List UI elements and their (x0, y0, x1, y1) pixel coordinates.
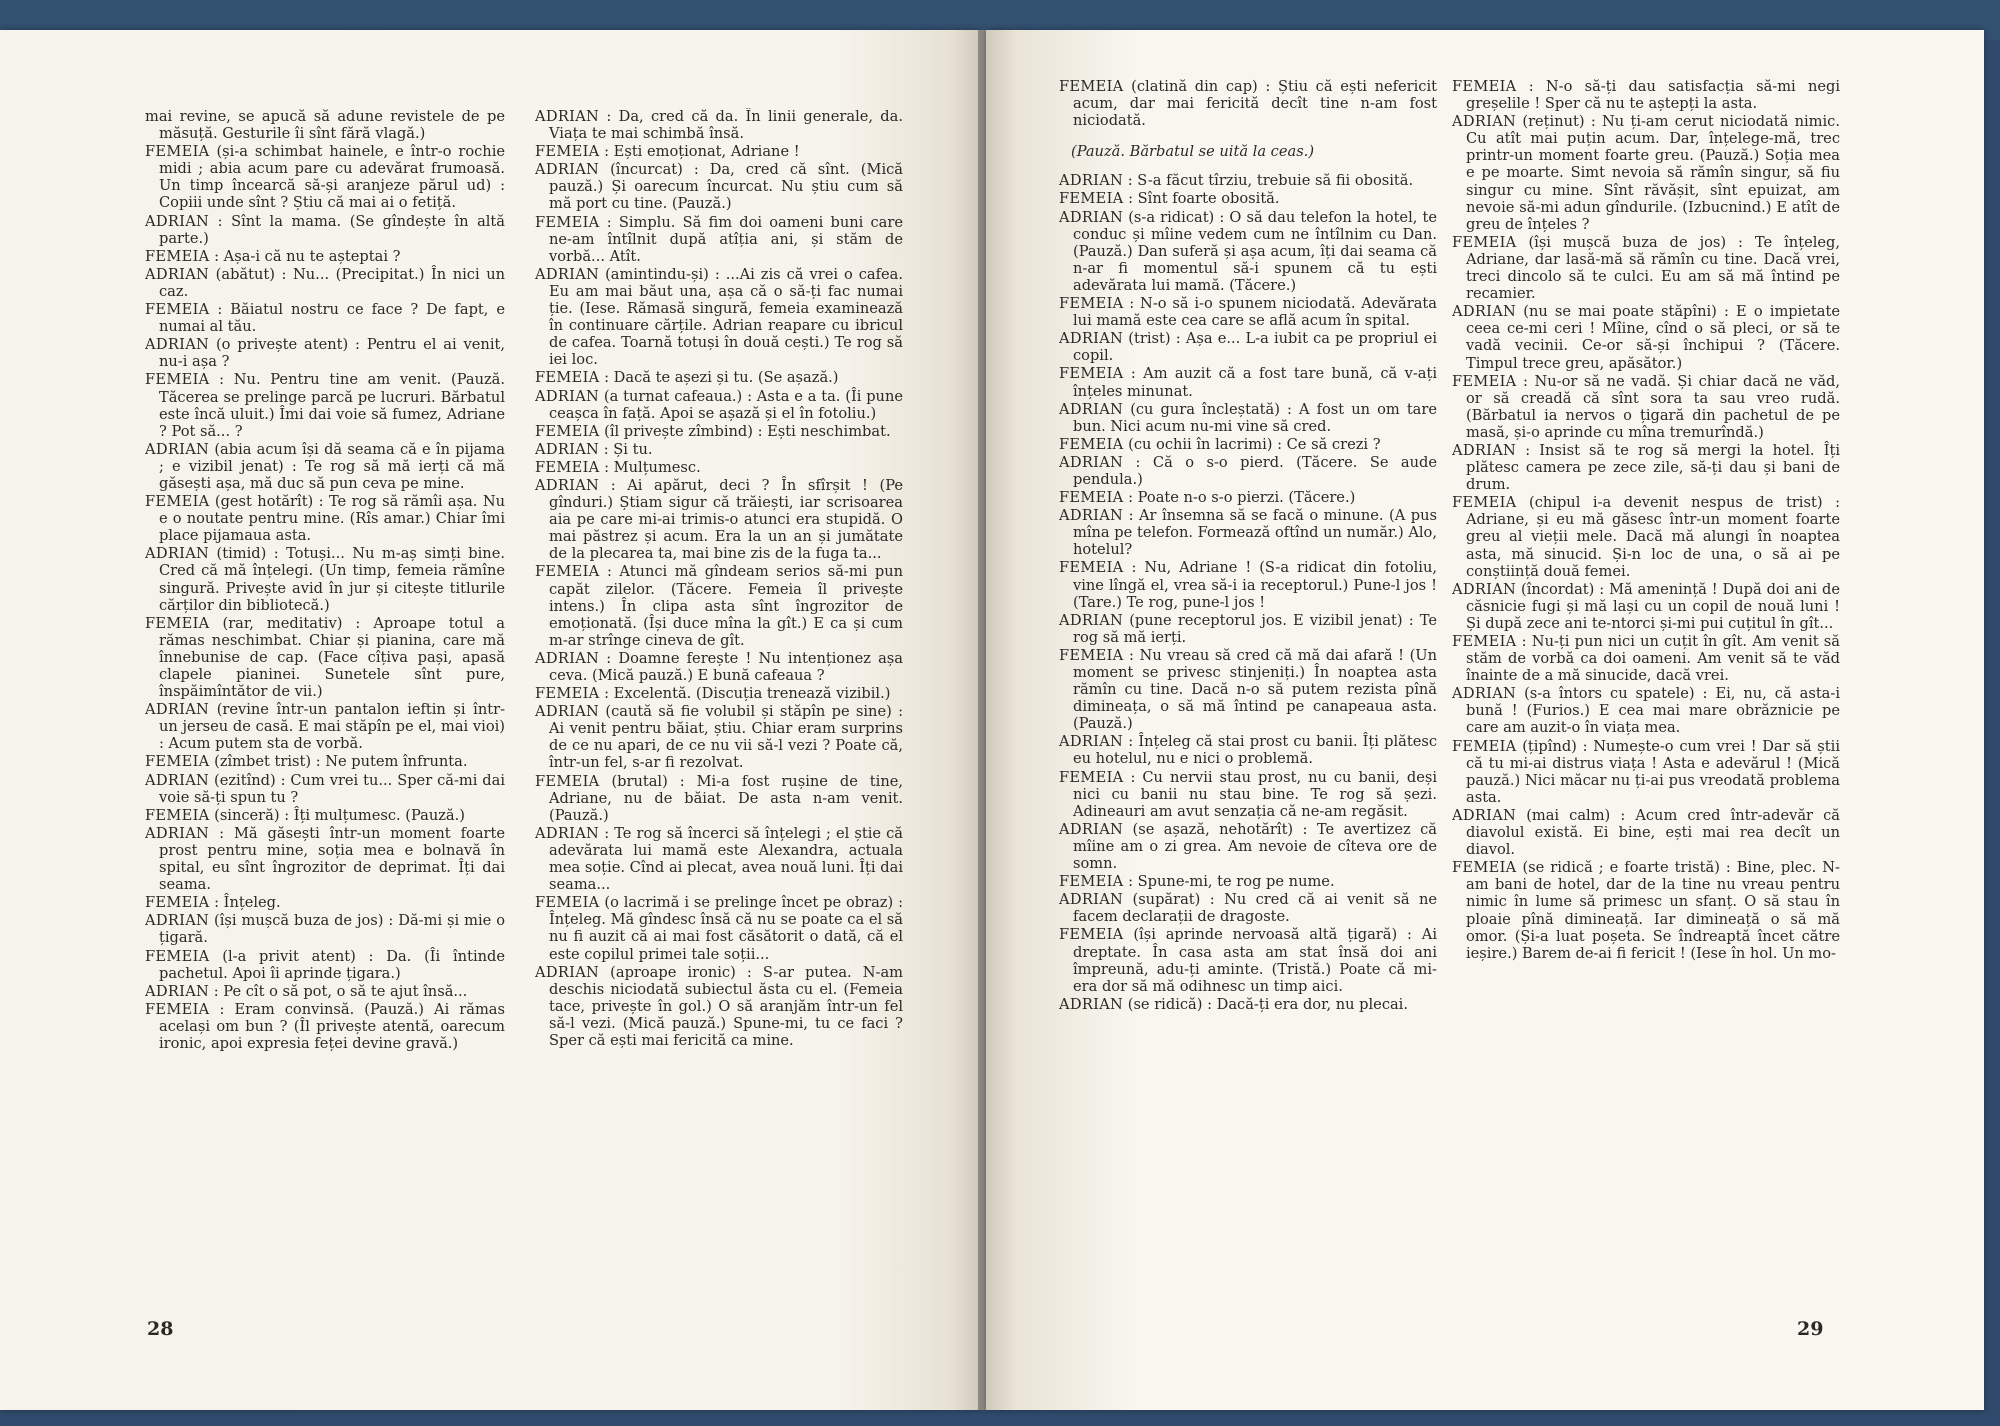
dialogue-line (145, 948, 505, 982)
speaker-name: ADRIAN (1452, 113, 1517, 131)
dialogue-line (1059, 401, 1437, 435)
dialogue-text: : Nu-ți pun nici un cuțit în gît. Am venit să stăm de vorbă ca doi oameni. Am venit să te văd înainte de a mă sinucide, dacă vrei. (1466, 633, 1840, 685)
dialogue-text: : Nu-or să ne vadă. Și chiar dacă ne văd, or să creadă că sînt sora ta sau vreo rudă. (Bărbatul ia nervos o țigară din pachetul de pe masă, și-o aprinde cu mîna tremurîndă.) (1466, 372, 1840, 441)
dialogue-line (145, 825, 505, 893)
dialogue-line (535, 650, 903, 684)
dialogue-text: (clatină din cap) : Știu că ești nefericit acum, dar mai fericită decît tine n-am fost niciodată. (1073, 78, 1437, 130)
dialogue-line (535, 266, 903, 369)
dialogue-line (145, 983, 505, 1000)
dialogue-text: : Ești emoționat, Adriane ! (599, 143, 800, 161)
speaker-name: ADRIAN (1059, 453, 1124, 471)
speaker-name: ADRIAN (1059, 172, 1124, 190)
dialogue-line (145, 807, 505, 824)
speaker-name: FEMEIA (535, 458, 600, 476)
dialogue-text: : Cu nervii stau prost, nu cu banii, deși nici cu banii nu stau bine. Te rog să șezi. Adineauri am avut senzația că ne-am regăsit. (1073, 768, 1437, 820)
dialogue-line (535, 459, 903, 476)
speaker-name: FEMEIA (145, 753, 210, 771)
dialogue-text: (sinceră) : Îți mulțumesc. (Pauză.) (209, 806, 465, 824)
dialogue-text: : S-a făcut tîrziu, trebuie să fii obosită. (1123, 172, 1414, 190)
speaker-name: FEMEIA (1059, 559, 1124, 577)
stage-direction: (Pauză. Bărbatul se uită la ceas.) (1071, 143, 1315, 161)
dialogue-line (1059, 172, 1437, 189)
speaker-name: FEMEIA (1059, 489, 1124, 507)
dialogue-line (145, 336, 505, 370)
speaker-name: FEMEIA (535, 894, 600, 912)
page-number-right: 29 (1797, 1318, 1824, 1340)
dialogue-text: : Ai apărut, deci ? În sfîrșit ! (Pe gînduri.) Știam sigur că trăiești, iar scrisoarea aia pe care mi-ai trimis-o atunci era stupidă. O mai păstrez și acum. Era la un an și jumătate de la plecarea ta, mai bine zis de la fuga ta... (549, 476, 903, 563)
speaker-name: FEMEIA (145, 1000, 210, 1018)
speaker-name: FEMEIA (535, 685, 600, 703)
dialogue-line (1059, 873, 1437, 890)
dialogue-line (145, 1001, 505, 1052)
dialogue-line (145, 143, 505, 211)
dialogue-text: (țipînd) : Numește-o cum vrei ! Dar să știi că tu mi-ai distrus viața ! Asta e adevărul ! (Mică pauză.) Nici măcar nu ți-ai pus vreodată problema asta. (1466, 737, 1840, 806)
speaker-name: FEMEIA (535, 369, 600, 387)
dialogue-line (1059, 330, 1437, 364)
dialogue-line (1452, 494, 1840, 579)
speaker-name: ADRIAN (145, 771, 210, 789)
dialogue-text: : Sînt foarte obosită. (1123, 190, 1280, 208)
dialogue-line (535, 703, 903, 771)
dialogue-text: (revine într-un pantalon ieftin și într-un jerseu de casă. E mai stăpîn pe el, mai vioi) : Acum putem sta de vorbă. (159, 701, 505, 753)
speaker-name: FEMEIA (1059, 873, 1124, 891)
left-page-column-2 (535, 108, 903, 1308)
speaker-name: FEMEIA (145, 947, 210, 965)
dialogue-text: (și-a schimbat hainele, e într-o rochie midi ; abia acum pare cu adevărat frumoasă. Un timp încearcă să-și aranjeze părul ud) : Copiii unde sînt ? Știu că mai ai o fetiță. (159, 143, 505, 212)
dialogue-line (1059, 996, 1437, 1013)
dialogue-line (145, 701, 505, 752)
speaker-name: ADRIAN (145, 912, 210, 930)
dialogue-text: : Ar însemna să se facă o minune. (A pus mîna pe telefon. Formează oftînd un număr.) Alo, hotelul? (1073, 507, 1437, 559)
dialogue-text: (caută să fie volubil și stăpîn pe sine) : Ai venit pentru băiat, știu. Chiar eram surprins de ce nu apari, de ce nu vii să-l vezi ? Poate că, într-un fel, s-ar fi rezolvat. (549, 703, 903, 772)
dialogue-text: : Și tu. (599, 440, 653, 458)
dialogue-text: (încordat) : Mă amenință ! După doi ani de căsnicie fugi și mă lași cu un copil de nouă luni ! Și după zece ani te-ntorci și-mi pui cuțitul în gît... (1466, 580, 1840, 632)
dialogue-line (1059, 647, 1437, 732)
speaker-name: ADRIAN (1059, 733, 1124, 751)
speaker-name: FEMEIA (1059, 926, 1124, 944)
dialogue-line (1452, 373, 1840, 441)
speaker-name: ADRIAN (145, 336, 210, 354)
dialogue-line (145, 894, 505, 911)
dialogue-text: : Sînt la mama. (Se gîndește în altă parte.) (159, 212, 505, 247)
dialogue-line (1452, 234, 1840, 302)
dialogue-line (145, 266, 505, 300)
dialogue-text: (reținut) : Nu ți-am cerut niciodată nimic. Cu atît mai puțin acum. Dar, înțelege-mă, trec printr-un moment foarte greu. (Pauză.) Soția mea e pe moarte. Simt nevoia să rămîn singur, să fiu singur cu mine. Sînt răvășit, sînt epuizat, am nevoie să-mi adun gîndurile. (Izbucnind.) E atît de greu de înțeles ? (1466, 113, 1840, 233)
speaker-name: ADRIAN (1059, 208, 1124, 226)
speaker-name: ADRIAN (145, 982, 210, 1000)
dialogue-text: (cu gura încleștată) : A fost un om tare bun. Nici acum nu-mi vine să cred. (1073, 400, 1437, 435)
speaker-name: ADRIAN (1452, 685, 1517, 703)
speaker-name: ADRIAN (1059, 507, 1124, 525)
dialogue-text: (își aprinde nervoasă altă țigară) : Ai dreptate. În casa asta am stat însă doi ani împreună, adu-ți aminte. (Tristă.) Poate că mi-era dor să mă odihnesc un timp aici. (1073, 926, 1437, 995)
dialogue-line (535, 388, 903, 422)
speaker-name: ADRIAN (145, 265, 210, 283)
speaker-name: FEMEIA (1059, 646, 1124, 664)
dialogue-line (145, 108, 505, 142)
speaker-name: FEMEIA (1452, 78, 1517, 95)
dialogue-text: : Am auzit că a fost tare bună, că v-ați înțeles minunat. (1073, 365, 1437, 400)
dialogue-text: (s-a ridicat) : O să dau telefon la hotel, te conduc și mîine vedem cum ne întîlnim cu Dan. (Pauză.) Dan suferă și așa acum, îți dai seama că n-ar fi momentul să-i spunem că tu ești adevărata lui mamă. (Tăcere.) (1073, 208, 1437, 294)
dialogue-text: : Așa-i că nu te așteptai ? (209, 247, 401, 265)
dialogue-text: (o lacrimă i se prelinge încet pe obraz) : Înțeleg. Mă gîndesc însă că nu se poate ca el să nu fi auzit că ai mai fost căsătorit o dată, că el este copilul primei tale soții... (549, 894, 903, 963)
speaker-name: FEMEIA (1059, 435, 1124, 453)
speaker-name: ADRIAN (1452, 580, 1517, 598)
speaker-name: ADRIAN (1452, 806, 1517, 824)
dialogue-line (145, 912, 505, 946)
dialogue-text: (ezitînd) : Cum vrei tu... Sper că-mi dai voie să-ți spun tu ? (159, 771, 505, 806)
dialogue-line (1452, 633, 1840, 684)
speaker-name: ADRIAN (535, 963, 600, 981)
right-page-column-1 (1059, 78, 1437, 1278)
dialogue-line (535, 214, 903, 265)
dialogue-line (535, 423, 903, 440)
dialogue-line (1059, 454, 1437, 488)
dialogue-text: (aproape ironic) : S-ar putea. N-am deschis niciodată subiectul ăsta cu el. (Femeia tace, privește în gol.) O să aranjăm într-un fel să-l vezi. (Mică pauză.) Spune-mi, tu ce faci ? Sper că ești mai fericită ca mine. (549, 963, 903, 1049)
dialogue-text: (trist) : Așa e... L-a iubit ca pe propriul ei copil. (1073, 330, 1437, 365)
speaker-name: FEMEIA (145, 301, 210, 319)
dialogue-text: (abătut) : Nu... (Precipitat.) În nici un caz. (159, 265, 505, 300)
dialogue-line (1059, 733, 1437, 767)
dialogue-line (1059, 190, 1437, 207)
speaker-name: FEMEIA (1452, 372, 1517, 390)
speaker-name: ADRIAN (1059, 995, 1124, 1013)
dialogue-line (145, 248, 505, 265)
speaker-name: FEMEIA (1059, 295, 1124, 313)
speaker-name: FEMEIA (1059, 190, 1124, 208)
dialogue-line (535, 369, 903, 386)
speaker-name: FEMEIA (1452, 859, 1517, 877)
speaker-name: FEMEIA (1059, 768, 1124, 786)
speaker-name: ADRIAN (145, 824, 210, 842)
speaker-name: FEMEIA (535, 213, 600, 231)
dialogue-text: : Atunci mă gîndeam serios să-mi pun capăt zilelor. (Tăcere. Femeia îl privește intens.) În clipa asta sînt îngrozitor de emoționată. (Își duce mîna la gît.) E ca și cum m-ar strînge cineva de gît. (549, 563, 903, 649)
dialogue-text: : Nu vreau să cred că mă dai afară ! (Un moment se privesc stinjeniți.) În noaptea asta rămîn cu tine. Dacă n-o să putem rezista pînă dimineața, o să mă întind pe canapeaua asta. (Pauză.) (1073, 646, 1437, 733)
speaker-name: FEMEIA (535, 563, 600, 581)
dialogue-line (1452, 738, 1840, 806)
speaker-name: FEMEIA (145, 894, 210, 912)
dialogue-line (1059, 489, 1437, 506)
dialogue-line (535, 477, 903, 562)
speaker-name: ADRIAN (1452, 303, 1517, 321)
dialogue-text: : N-o să i-o spunem niciodată. Adevărata lui mamă este cea care se află acum în spital. (1073, 295, 1437, 330)
dialogue-text: (încurcat) : Da, cred că sînt. (Mică pauză.) Și oarecum încurcat. Nu știu cum să mă port cu tine. (Pauză.) (549, 161, 903, 213)
dialogue-line (1452, 303, 1840, 371)
dialogue-line (535, 685, 903, 702)
speaker-name: FEMEIA (535, 422, 600, 440)
dialogue-text: mai revine, se apucă să adune revistele de pe măsuță. Gesturile îi sînt fără vlagă.) (145, 108, 505, 143)
speaker-name: ADRIAN (535, 387, 600, 405)
speaker-name: ADRIAN (1059, 400, 1124, 418)
dialogue-line (145, 753, 505, 770)
dialogue-line (1452, 807, 1840, 858)
dialogue-text: : Mă găsești într-un moment foarte prost pentru mine, soția mea e bolnavă în spital, eu sînt îngrozitor de deprimat. Îți dai seama. (159, 824, 505, 894)
dialogue-line (535, 161, 903, 212)
speaker-name: ADRIAN (535, 265, 600, 283)
speaker-name: FEMEIA (1059, 365, 1124, 383)
dialogue-text: (rar, meditativ) : Aproape totul a rămas neschimbat. Chiar și pianina, care mă înnebunise de cap. (Face cîțiva pași, apasă clapele pianinei. Sunetele sînt pure, înspăimîntător de vii.) (159, 614, 505, 701)
dialogue-line (145, 301, 505, 335)
right-page-column-2 (1452, 78, 1840, 1278)
dialogue-line (1059, 559, 1437, 610)
dialogue-text: : Că o s-o pierd. (Tăcere. Se aude pendula.) (1073, 453, 1437, 488)
dialogue-line (1452, 581, 1840, 632)
dialogue-text: : Simplu. Să fim doi oameni buni care ne-am întîlnit după atîția ani, și stăm de vorbă... Atît. (549, 213, 903, 265)
dialogue-text: (s-a întors cu spatele) : Ei, nu, că asta-i bună ! (Furios.) E cea mai mare obrăznicie pe care am auzit-o în viața mea. (1466, 685, 1840, 737)
dialogue-line (535, 441, 903, 458)
dialogue-line (145, 213, 505, 247)
speaker-name: ADRIAN (1059, 891, 1124, 909)
speaker-name: FEMEIA (1452, 737, 1517, 755)
dialogue-line (1059, 78, 1437, 129)
dialogue-line (145, 441, 505, 492)
dialogue-line (1059, 891, 1437, 925)
dialogue-text: (nu se mai poate stăpîni) : E o impietate ceea ce-mi ceri ! Mîine, cînd o să pleci, or să te vadă vecinii. Ce-or să-și închipui ? (Tăcere. Timpul trece greu, apăsător.) (1466, 303, 1840, 372)
dialogue-text: (mai calm) : Acum cred într-adevăr că diavolul există. Ei bine, ești mai rea decît un diavol. (1466, 806, 1840, 859)
speaker-name: FEMEIA (1452, 633, 1517, 650)
dialogue-text: : Nu. Pentru tine am venit. (Pauză. Tăcerea se prelinge parcă pe lucruri. Bărbatul este încă uluit.) Îmi dai voie să fumez, Adriane ? Pot să... ? (159, 371, 505, 440)
dialogue-text: (o privește atent) : Pentru el ai venit, nu-i așa ? (159, 336, 505, 371)
speaker-name: FEMEIA (145, 806, 210, 824)
dialogue-text: (pune receptorul jos. E vizibil jenat) : Te rog să mă ierți. (1073, 611, 1437, 646)
speaker-name: ADRIAN (535, 440, 600, 458)
dialogue-text: (gest hotărît) : Te rog să rămîi așa. Nu e o noutate pentru mine. (Rîs amar.) Chiar îmi place pijamaua asta. (159, 493, 505, 545)
dialogue-text: (îl privește zîmbind) : Ești neschimbat. (599, 422, 891, 440)
dialogue-text: (brutal) : Mi-a fost rușine de tine, Adriane, nu de băiat. De asta n-am venit. (Pauză.) (549, 772, 903, 824)
dialogue-line (1452, 859, 1840, 962)
left-page-column-1 (145, 108, 505, 1308)
dialogue-text: (se ridică ; e foarte tristă) : Bine, plec. N-am bani de hotel, dar de la tine nu vreau pentru nimic în lume să primesc un sfanț. O să stau în ploaie pînă dimineață. Iar dimineață o să mă omor. (Și-a luat poșeta. Se îndreaptă încet către ieșire.) Barem de-ai fi fericit ! (Iese în hol. Un mo- (1466, 859, 1840, 962)
dialogue-line (1059, 209, 1437, 294)
speaker-name: ADRIAN (535, 161, 600, 179)
dialogue-line (1452, 442, 1840, 493)
speaker-name: FEMEIA (145, 614, 210, 632)
speaker-name: FEMEIA (535, 772, 600, 790)
dialogue-text: : Dacă te așezi și tu. (Se așază.) (599, 369, 839, 387)
speaker-name: FEMEIA (145, 493, 210, 511)
dialogue-text: (își mușcă buza de jos) : Te înțeleg, Adriane, dar lasă-mă să rămîn cu tine. Dacă vrei, treci dincolo să te culci. Eu am să mă întind pe recamier. (1466, 233, 1840, 303)
speaker-name: FEMEIA (1452, 494, 1517, 512)
left-page (0, 30, 980, 1410)
dialogue-text: : N-o să-ți dau satisfacția să-mi negi greșelile ! Sper că nu te aștepți la asta. (1466, 78, 1840, 113)
dialogue-line (1059, 769, 1437, 820)
dialogue-text: : Înțeleg că stai prost cu banii. Îți plătesc eu hotelul, nu e nici o problemă. (1073, 733, 1437, 768)
page-number-left: 28 (147, 1318, 174, 1340)
dialogue-line (535, 825, 903, 893)
dialogue-text: : Doamne ferește ! Nu intenționez așa ceva. (Mică pauză.) E bună cafeaua ? (549, 649, 903, 684)
speaker-name: ADRIAN (1059, 611, 1124, 629)
dialogue-line (1059, 821, 1437, 872)
dialogue-text: : Înțeleg. (209, 894, 281, 912)
dialogue-line (1452, 78, 1840, 112)
dialogue-line (145, 545, 505, 613)
speaker-name: ADRIAN (145, 545, 210, 563)
speaker-name: FEMEIA (145, 247, 210, 265)
dialogue-line (145, 493, 505, 544)
dialogue-text: (amintindu-și) : ...Ai zis că vrei o cafea. Eu am mai băut una, așa că o să-ți fac numai ție. (Iese. Rămasă singură, femeia examinează în continuare cărțile. Adrian reapare cu ibricul de cafea. Toarnă totuși în două cești.) Te rog să iei loc. (549, 265, 903, 369)
dialogue-text: : Insist să te rog să mergi la hotel. Îți plătesc camera pe zece zile, să-ți dau și bani de drum. (1466, 441, 1840, 494)
dialogue-line (1059, 612, 1437, 646)
dialogue-text: (chipul i-a devenit nespus de trist) : Adriane, și eu mă găsesc într-un moment foarte greu al vieții mele. Dacă mă alungi în noaptea asta, mă sinucid. Și-n loc de una, o să ai pe conștiință două femei. (1466, 494, 1840, 580)
speaker-name: ADRIAN (145, 440, 210, 458)
speaker-name: FEMEIA (145, 143, 210, 161)
speaker-name: ADRIAN (145, 701, 210, 719)
speaker-name: ADRIAN (1059, 820, 1124, 838)
dialogue-line (535, 894, 903, 962)
speaker-name: FEMEIA (145, 371, 210, 389)
dialogue-text: : Spune-mi, te rog pe nume. (1123, 873, 1335, 891)
dialogue-line (1452, 113, 1840, 233)
dialogue-line (1452, 685, 1840, 736)
dialogue-text: (supărat) : Nu cred că ai venit să ne facem declarații de dragoste. (1073, 891, 1437, 926)
speaker-name: ADRIAN (145, 212, 210, 230)
dialogue-line (535, 563, 903, 648)
dialogue-text: (abia acum își dă seama că e în pijama ; e vizibil jenat) : Te rog să mă ierți că mă găsești așa, mă duc să pun ceva pe mine. (159, 440, 505, 492)
speaker-name: ADRIAN (1059, 330, 1124, 348)
dialogue-line (535, 773, 903, 824)
dialogue-text: (l-a privit atent) : Da. (Îi întinde pachetul. Apoi îi aprinde țigara.) (159, 947, 505, 982)
dialogue-text: (se așază, nehotărît) : Te avertizez că mîine am o zi grea. Am nevoie de cîteva ore de somn. (1073, 820, 1437, 873)
dialogue-line (1059, 295, 1437, 329)
dialogue-text: (cu ochii în lacrimi) : Ce să crezi ? (1123, 435, 1381, 453)
dialogue-text: : Poate n-o s-o pierzi. (Tăcere.) (1123, 489, 1356, 507)
dialogue-line (1059, 365, 1437, 399)
speaker-name: ADRIAN (535, 108, 600, 125)
dialogue-text: : Eram convinsă. (Pauză.) Ai rămas același om bun ? (Îl privește atentă, oarecum ironic, apoi expresia feței devine gravă.) (159, 1000, 505, 1052)
dialogue-text: : Pe cît o să pot, o să te ajut însă... (209, 982, 468, 1000)
dialogue-text: (își mușcă buza de jos) : Dă-mi și mie o țigară. (159, 912, 505, 947)
dialogue-text: : Nu, Adriane ! (S-a ridicat din fotoliu, vine lîngă el, vrea să-i ia receptorul.) Pune-l jos ! (Tare.) Te rog, pune-l jos ! (1073, 559, 1437, 611)
dialogue-text: (zîmbet trist) : Ne putem înfrunta. (209, 753, 468, 771)
dialogue-line (1059, 436, 1437, 453)
dialogue-text: (se ridică) : Dacă-ți era dor, nu plecai. (1123, 995, 1408, 1013)
speaker-name: ADRIAN (535, 649, 600, 667)
speaker-name: FEMEIA (535, 143, 600, 161)
speaker-name: ADRIAN (535, 703, 600, 721)
dialogue-line (145, 772, 505, 806)
speaker-name: FEMEIA (1452, 233, 1517, 251)
dialogue-text: : Mulțumesc. (599, 458, 701, 476)
dialogue-line (145, 615, 505, 700)
dialogue-line (145, 371, 505, 439)
dialogue-text: (timid) : Totuși... Nu m-aș simți bine. Cred că mă înțelegi. (Un timp, femeia rămîne singură. Privește avid în jur și citește titlurile cărților din bibliotecă.) (159, 545, 505, 614)
dialogue-text: : Te rog să încerci să înțelegi ; el știe că adevărata lui mamă este Alexandra, actuala mea soție. Cînd ai plecat, avea nouă luni. Îți dai seama... (549, 824, 903, 894)
dialogue-text: : Băiatul nostru ce face ? De fapt, e numai al tău. (159, 301, 505, 336)
dialogue-text: : Da, cred că da. În linii generale, da. Viața te mai schimbă însă. (549, 108, 903, 143)
speaker-name: ADRIAN (535, 824, 600, 842)
speaker-name: FEMEIA (1059, 78, 1124, 95)
dialogue-line (535, 108, 903, 142)
dialogue-line (535, 964, 903, 1049)
dialogue-line (1059, 926, 1437, 994)
dialogue-line (1059, 507, 1437, 558)
speaker-name: ADRIAN (535, 476, 600, 494)
dialogue-text: (a turnat cafeaua.) : Asta e a ta. (Îi pune ceașca în față. Apoi se așază și el în fotoliu.) (549, 387, 903, 422)
dialogue-line (535, 143, 903, 160)
speaker-name: ADRIAN (1452, 441, 1517, 459)
dialogue-text: : Excelentă. (Discuția trenează vizibil.) (599, 685, 891, 703)
